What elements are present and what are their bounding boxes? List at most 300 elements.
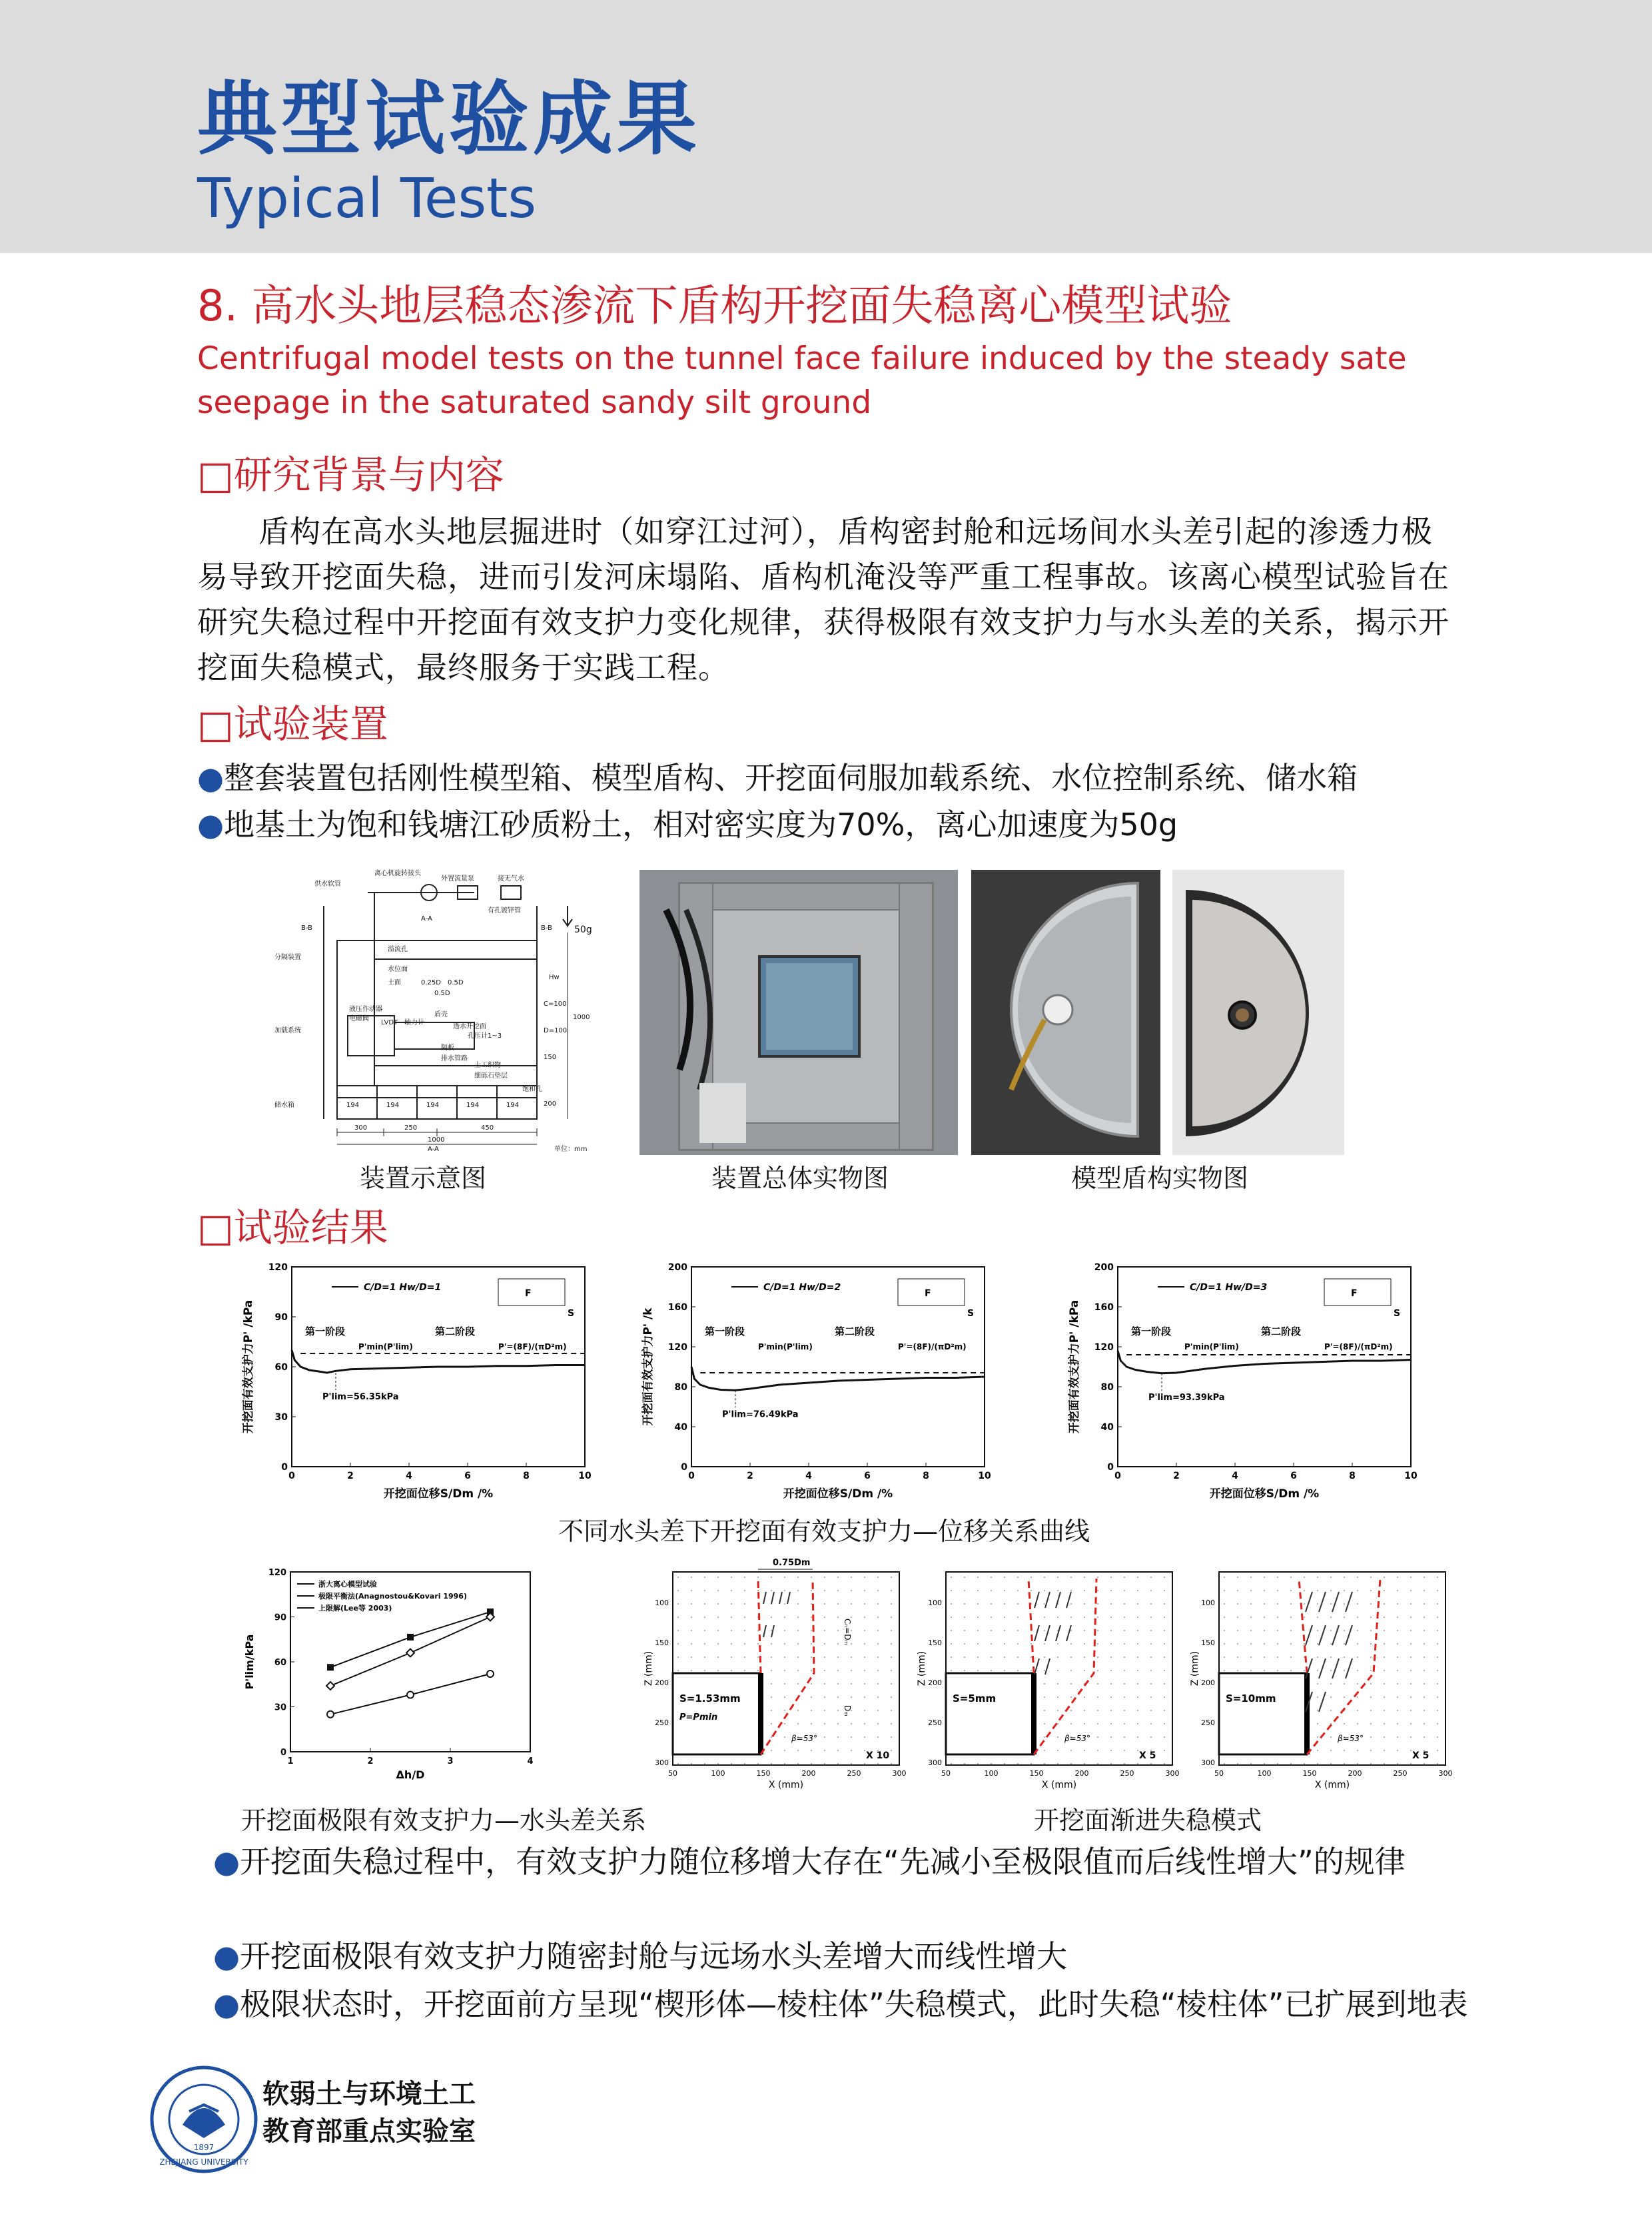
piv-vector [1330, 1683, 1332, 1684]
x-tick-label: 300 [1165, 1769, 1180, 1778]
piv-vector [1057, 1696, 1058, 1698]
piv-vector [1137, 1763, 1138, 1764]
limit-support-vs-head-chart [237, 1559, 597, 1798]
y-tick-label: 0 [1107, 1462, 1114, 1473]
piv-vector [1124, 1603, 1125, 1605]
piv-vector [1410, 1657, 1412, 1658]
piv-vector [851, 1723, 852, 1724]
piv-vector [704, 1657, 705, 1658]
piv-vector [1410, 1630, 1412, 1631]
piv-vector [1357, 1670, 1358, 1671]
piv-vector [1410, 1723, 1412, 1724]
piv-vector [877, 1736, 879, 1738]
x-tick-label: 50 [941, 1769, 951, 1778]
piv-vector [1397, 1736, 1398, 1738]
piv-vector [1070, 1750, 1072, 1751]
piv-vector [824, 1763, 825, 1764]
piv-vector [1164, 1657, 1165, 1658]
piv-vector [1424, 1710, 1425, 1711]
piv-vector [1317, 1630, 1318, 1631]
piv-vector [784, 1763, 785, 1764]
piv-vector [851, 1603, 852, 1605]
piv-vector [1164, 1763, 1165, 1764]
y-tick-label: 200 [655, 1678, 669, 1687]
piv-vector [891, 1683, 892, 1684]
schematic-label: 离心机旋转接头 [374, 870, 421, 877]
piv-vector [891, 1736, 892, 1738]
piv-vector [1330, 1617, 1332, 1618]
apparatus-schematic [274, 866, 634, 1159]
schematic-label: 土工织物 [474, 1062, 501, 1069]
schematic-label: 储水箱 [274, 1102, 294, 1109]
schematic-label: C=100 [544, 1000, 567, 1008]
schematic-label: 加载系统 [274, 1027, 301, 1034]
piv-vector [1150, 1696, 1152, 1698]
shield-photo-caption: 模型盾构实物图 [1071, 1164, 1249, 1193]
piv-vector [797, 1617, 799, 1618]
piv-vector [824, 1723, 825, 1724]
piv-vector [1437, 1670, 1438, 1671]
piv-vector [1044, 1643, 1045, 1645]
inset-F: F [525, 1288, 532, 1299]
piv-vector [1344, 1683, 1345, 1684]
piv-vector [891, 1763, 892, 1764]
y-tick-label: 200 [928, 1678, 942, 1687]
inset-S: S [568, 1308, 575, 1319]
piv-vector [1397, 1643, 1398, 1645]
piv-vector [1397, 1577, 1398, 1578]
y-tick-label: 300 [928, 1758, 942, 1767]
piv-vector [1397, 1670, 1398, 1671]
piv-vector [1070, 1670, 1072, 1671]
piv-vector [1124, 1670, 1125, 1671]
beta-label: β=53° [791, 1734, 817, 1743]
legend-label: 极限平衡法(Anagnostou&Kovari 1996) [318, 1592, 467, 1601]
y-tick-label: 150 [655, 1639, 669, 1647]
piv-vector [1344, 1630, 1345, 1631]
piv-vector [1004, 1670, 1005, 1671]
piv-vector [704, 1670, 705, 1671]
piv-vector [1370, 1617, 1372, 1618]
piv-vector [717, 1763, 719, 1764]
piv-vector [1370, 1710, 1372, 1711]
piv-vector [1264, 1763, 1265, 1764]
piv-vector [1250, 1643, 1252, 1645]
piv-vector [704, 1643, 705, 1645]
piv-vector [1097, 1643, 1098, 1645]
piv-vector [1424, 1603, 1425, 1605]
y-tick-label: 160 [1094, 1302, 1114, 1313]
x-tick-label: 150 [1029, 1769, 1044, 1778]
piv-vector [951, 1657, 952, 1658]
piv-vector [1057, 1763, 1058, 1764]
piv-vector [1237, 1657, 1238, 1658]
piv-vector [1017, 1617, 1019, 1618]
piv-vector [784, 1657, 785, 1658]
piv-vector [1317, 1670, 1318, 1671]
pmin-label: P=Pmin [679, 1712, 718, 1722]
x-tick-label: 10 [978, 1471, 991, 1481]
piv-vector [1097, 1577, 1098, 1578]
shield-photo-face [1172, 870, 1344, 1155]
x-tick-label: 4 [527, 1756, 534, 1766]
x-axis-label: X (mm) [768, 1780, 804, 1790]
piv-vector [1097, 1723, 1098, 1724]
piv-vector [1164, 1670, 1165, 1671]
schematic-label: 轴力计 [404, 1019, 424, 1026]
piv-vector [1137, 1710, 1138, 1711]
piv-vector [824, 1750, 825, 1751]
piv-vector [1277, 1630, 1278, 1631]
piv-vector [1137, 1723, 1138, 1724]
schematic-label: 液压作动器 [349, 1006, 382, 1013]
piv-vector [1437, 1657, 1438, 1658]
piv-vector [1397, 1750, 1398, 1751]
piv-vector [1264, 1603, 1265, 1605]
piv-vector [891, 1603, 892, 1605]
piv-vector [1031, 1590, 1032, 1591]
y-tick-label: 90 [274, 1312, 288, 1323]
schematic-label: 透水开挖面 [453, 1023, 486, 1030]
piv-vector [771, 1617, 772, 1618]
piv-vector [1437, 1696, 1438, 1698]
piv-vector [797, 1670, 799, 1671]
page-header [0, 0, 1652, 253]
piv-vector [1424, 1617, 1425, 1618]
piv-vector [797, 1710, 799, 1711]
piv-vector [717, 1603, 719, 1605]
piv-vector [691, 1630, 692, 1631]
piv-vector [877, 1723, 879, 1724]
schematic-label: B-B [301, 925, 312, 932]
piv-vector [951, 1590, 952, 1591]
y-tick-label: 200 [1094, 1262, 1114, 1273]
piv-vector [1097, 1750, 1098, 1751]
piv-vector [1070, 1683, 1072, 1684]
piv-vector [1290, 1590, 1292, 1591]
schematic-label: 细砾石垫层 [474, 1072, 508, 1080]
piv-vector [1290, 1577, 1292, 1578]
piv-vector [1110, 1710, 1112, 1711]
piv-vector [837, 1657, 839, 1658]
limit-annotation: P'lim=93.39kPa [1148, 1392, 1225, 1403]
schematic-label: 分隔装置 [274, 954, 301, 961]
piv-vector [757, 1670, 759, 1671]
piv-vector [877, 1710, 879, 1711]
x-axis-label: X (mm) [1041, 1780, 1077, 1790]
piv-vector [811, 1670, 812, 1671]
piv-vector [1330, 1696, 1332, 1698]
piv-vector [1397, 1683, 1398, 1684]
piv-vector [1110, 1590, 1112, 1591]
schematic-label: 接无气水 [498, 875, 524, 883]
y-tick-label: 120 [1094, 1342, 1114, 1353]
schematic-label: 溢流孔 [388, 946, 408, 953]
y-axis-label: 开挖面有效支护力P' /kPa [1068, 1300, 1081, 1434]
piv-vector [1070, 1643, 1072, 1645]
piv-vector [891, 1577, 892, 1578]
piv-vector [837, 1736, 839, 1738]
piv-vector [1097, 1696, 1098, 1698]
schematic-label: 194 [506, 1102, 520, 1109]
piv-vector [1410, 1763, 1412, 1764]
piv-vector [1057, 1710, 1058, 1711]
piv-vector [1357, 1617, 1358, 1618]
piv-vector [991, 1643, 992, 1645]
x-tick-label: 300 [1438, 1769, 1453, 1778]
piv-vector [1044, 1657, 1045, 1658]
y-tick-label: 300 [655, 1758, 669, 1767]
schematic-label: 有孔镀锌管 [488, 907, 521, 915]
piv-vector [1150, 1603, 1152, 1605]
y-axis-label: 开挖面有效支护力P' /kPa [242, 1300, 255, 1434]
piv-vector [1304, 1590, 1305, 1591]
piv-vector [864, 1643, 865, 1645]
piv-vector [1097, 1710, 1098, 1711]
piv-vector [784, 1643, 785, 1645]
piv-vector [1370, 1590, 1372, 1591]
piv-vector [1070, 1763, 1072, 1764]
piv-vector [1044, 1696, 1045, 1698]
result-bullet-3: ●极限状态时，开挖面前方呈现“楔形体—棱柱体”失稳模式，此时失稳“棱柱体”已扩展到地表 [213, 1986, 1468, 2022]
piv-vector [837, 1683, 839, 1684]
piv-vector [1317, 1603, 1318, 1605]
piv-vector [1124, 1643, 1125, 1645]
piv-vector [744, 1577, 745, 1578]
piv-vector [1410, 1603, 1412, 1605]
schematic-label: 150 [544, 1054, 557, 1061]
legend-label: 浙大离心模型试验 [318, 1580, 377, 1589]
curve-chart-hw2 [637, 1259, 997, 1512]
piv-vector [1237, 1590, 1238, 1591]
piv-vector [1110, 1763, 1112, 1764]
x-tick-label: 200 [1074, 1769, 1089, 1778]
piv-vector [891, 1710, 892, 1711]
x-tick-label: 150 [756, 1769, 771, 1778]
stage2-label: 第二阶段 [1261, 1325, 1302, 1337]
piv-vector [1290, 1603, 1292, 1605]
piv-vector [824, 1577, 825, 1578]
piv-vector [1290, 1657, 1292, 1658]
piv-vector [1437, 1750, 1438, 1751]
piv-vector [851, 1590, 852, 1591]
piv-vector [1224, 1643, 1225, 1645]
piv-vector [964, 1670, 965, 1671]
piv-vector [1070, 1710, 1072, 1711]
piv-vector [771, 1763, 772, 1764]
piv-vector [771, 1630, 772, 1631]
piv-vector [771, 1590, 772, 1591]
background-heading: □研究背景与内容 [197, 452, 504, 498]
piv-vector [1224, 1657, 1225, 1658]
piv-vector [1110, 1617, 1112, 1618]
piv-vector [784, 1590, 785, 1591]
piv-vector [1264, 1577, 1265, 1578]
piv-vector [1164, 1617, 1165, 1618]
piv-vector [1004, 1657, 1005, 1658]
y-tick-label: 40 [674, 1422, 687, 1433]
lab-name-line1: 软弱土与环境土工 [262, 2079, 476, 2109]
piv-vector [1097, 1603, 1098, 1605]
piv-vector [1330, 1603, 1332, 1605]
piv-vector [797, 1763, 799, 1764]
piv-vector [1277, 1603, 1278, 1605]
piv-vector [1110, 1696, 1112, 1698]
piv-vector [1097, 1590, 1098, 1591]
piv-vector [1317, 1617, 1318, 1618]
piv-vector [1357, 1630, 1358, 1631]
piv-vector [1370, 1603, 1372, 1605]
piv-vector [1384, 1657, 1385, 1658]
piv-vector [1384, 1630, 1385, 1631]
piv-vector [1110, 1577, 1112, 1578]
schematic-label: 供水软管 [314, 881, 341, 888]
piv-vector [864, 1630, 865, 1631]
piv-vector [1344, 1657, 1345, 1658]
piv-vector [1057, 1657, 1058, 1658]
piv-vector [1070, 1603, 1072, 1605]
piv-vector [1124, 1630, 1125, 1631]
piv-vector [717, 1643, 719, 1645]
y-tick-label: 200 [1201, 1678, 1215, 1687]
piv-vector [691, 1577, 692, 1578]
piv-vector [744, 1603, 745, 1605]
piv-vector [851, 1657, 852, 1658]
piv-vector [1164, 1643, 1165, 1645]
piv-vector [1164, 1750, 1165, 1751]
schematic-label: D=100 [544, 1027, 568, 1034]
piv-vector [1277, 1657, 1278, 1658]
piv-vector [1150, 1670, 1152, 1671]
piv-vector [1264, 1617, 1265, 1618]
schematic-label: 194 [466, 1102, 480, 1109]
schematic-label: 孔压计1~3 [468, 1032, 502, 1040]
piv-vector [757, 1643, 759, 1645]
piv-vector [1410, 1710, 1412, 1711]
result-bullet-2: ●开挖面极限有效支护力随密封舱与远场水头差增大而线性增大 [213, 1938, 1068, 1974]
x-tick-label: 6 [864, 1471, 871, 1481]
legend-label: C/D=1 Hw/D=3 [1190, 1282, 1268, 1293]
piv-vector [1424, 1696, 1425, 1698]
piv-vector [797, 1657, 799, 1658]
piv-vector [677, 1603, 679, 1605]
piv-vector [1277, 1577, 1278, 1578]
apparatus-bullet-1: ●整套装置包括刚性模型箱、模型盾构、开挖面伺服加载系统、水位控制系统、储水箱 [197, 760, 1358, 796]
y-axis-label: Z (mm) [917, 1651, 927, 1686]
piv-vector [1344, 1670, 1345, 1671]
piv-vector [1437, 1603, 1438, 1605]
piv-vector [1317, 1590, 1318, 1591]
piv-vector [1150, 1736, 1152, 1738]
piv-vector [1150, 1683, 1152, 1684]
piv-vector [1437, 1736, 1438, 1738]
piv-vector [1070, 1696, 1072, 1698]
piv-vector [771, 1710, 772, 1711]
piv-vector [704, 1763, 705, 1764]
piv-vector [1164, 1603, 1165, 1605]
x-tick-label: 300 [892, 1769, 907, 1778]
piv-vector [1017, 1603, 1019, 1605]
piv-vector [1384, 1617, 1385, 1618]
piv-vector [1290, 1630, 1292, 1631]
formula-label: P'=(8F)/(πD²m) [498, 1342, 567, 1351]
piv-vector [691, 1763, 692, 1764]
y-tick-label: 0 [681, 1462, 687, 1473]
piv-vector [1224, 1603, 1225, 1605]
piv-vector [1357, 1750, 1358, 1751]
piv-vector [1150, 1723, 1152, 1724]
piv-vector [1317, 1657, 1318, 1658]
piv-vector [877, 1763, 879, 1764]
piv-vector [991, 1590, 992, 1591]
x-tick-label: 100 [711, 1769, 725, 1778]
piv-vector [824, 1630, 825, 1631]
piv-vector [744, 1630, 745, 1631]
piv-vector [1150, 1763, 1152, 1764]
x-axis-label: 开挖面位移S/Dm /% [383, 1487, 494, 1501]
data-point-circle [407, 1692, 414, 1698]
piv-vector [1410, 1670, 1412, 1671]
piv-vector [731, 1617, 732, 1618]
x-tick-label: 6 [1290, 1471, 1297, 1481]
piv-vector [704, 1590, 705, 1591]
piv-vector [1017, 1763, 1019, 1764]
piv-vector [837, 1670, 839, 1671]
x-tick-label: 200 [801, 1769, 816, 1778]
piv-vector [1410, 1643, 1412, 1645]
y-tick-label: 150 [928, 1639, 942, 1647]
legend-label: C/D=1 Hw/D=2 [763, 1282, 841, 1293]
piv-vector [951, 1643, 952, 1645]
piv-vector [717, 1577, 719, 1578]
piv-vector [837, 1696, 839, 1698]
tunnel-shield [946, 1673, 1034, 1754]
piv-vector [771, 1577, 772, 1578]
piv-vector [1424, 1763, 1425, 1764]
piv-vector [811, 1723, 812, 1724]
page-title-en: Typical Tests [197, 167, 537, 230]
x-tick-label: 200 [1348, 1769, 1362, 1778]
piv-vector [1124, 1696, 1125, 1698]
y-axis-label: 开挖面有效支护力P' /k [641, 1307, 655, 1426]
piv-vector [1150, 1577, 1152, 1578]
schematic-label: 外置流量泵 [441, 875, 474, 883]
piv-vector [877, 1617, 879, 1618]
piv-vector [1110, 1723, 1112, 1724]
piv-vector [977, 1643, 979, 1645]
piv-vector [1264, 1657, 1265, 1658]
piv-vector [757, 1657, 759, 1658]
x-tick-label: 4 [406, 1471, 412, 1481]
piv-vector [1017, 1643, 1019, 1645]
data-point-square [327, 1664, 334, 1671]
x-tick-label: 10 [1404, 1471, 1418, 1481]
piv-vector [704, 1603, 705, 1605]
schematic-label: B-B [541, 925, 552, 932]
piv-vector [744, 1590, 745, 1591]
piv-vector [771, 1696, 772, 1698]
schematic-label: A-A [428, 1146, 439, 1153]
piv-vector [1410, 1617, 1412, 1618]
piv-vector [811, 1603, 812, 1605]
piv-vector [1224, 1590, 1225, 1591]
y-tick-label: 120 [268, 1568, 286, 1578]
y-axis-label: Z (mm) [1190, 1651, 1200, 1686]
piv-vector [731, 1657, 732, 1658]
piv-vector [1264, 1670, 1265, 1671]
piv-vector [797, 1603, 799, 1605]
piv-vector [1110, 1643, 1112, 1645]
